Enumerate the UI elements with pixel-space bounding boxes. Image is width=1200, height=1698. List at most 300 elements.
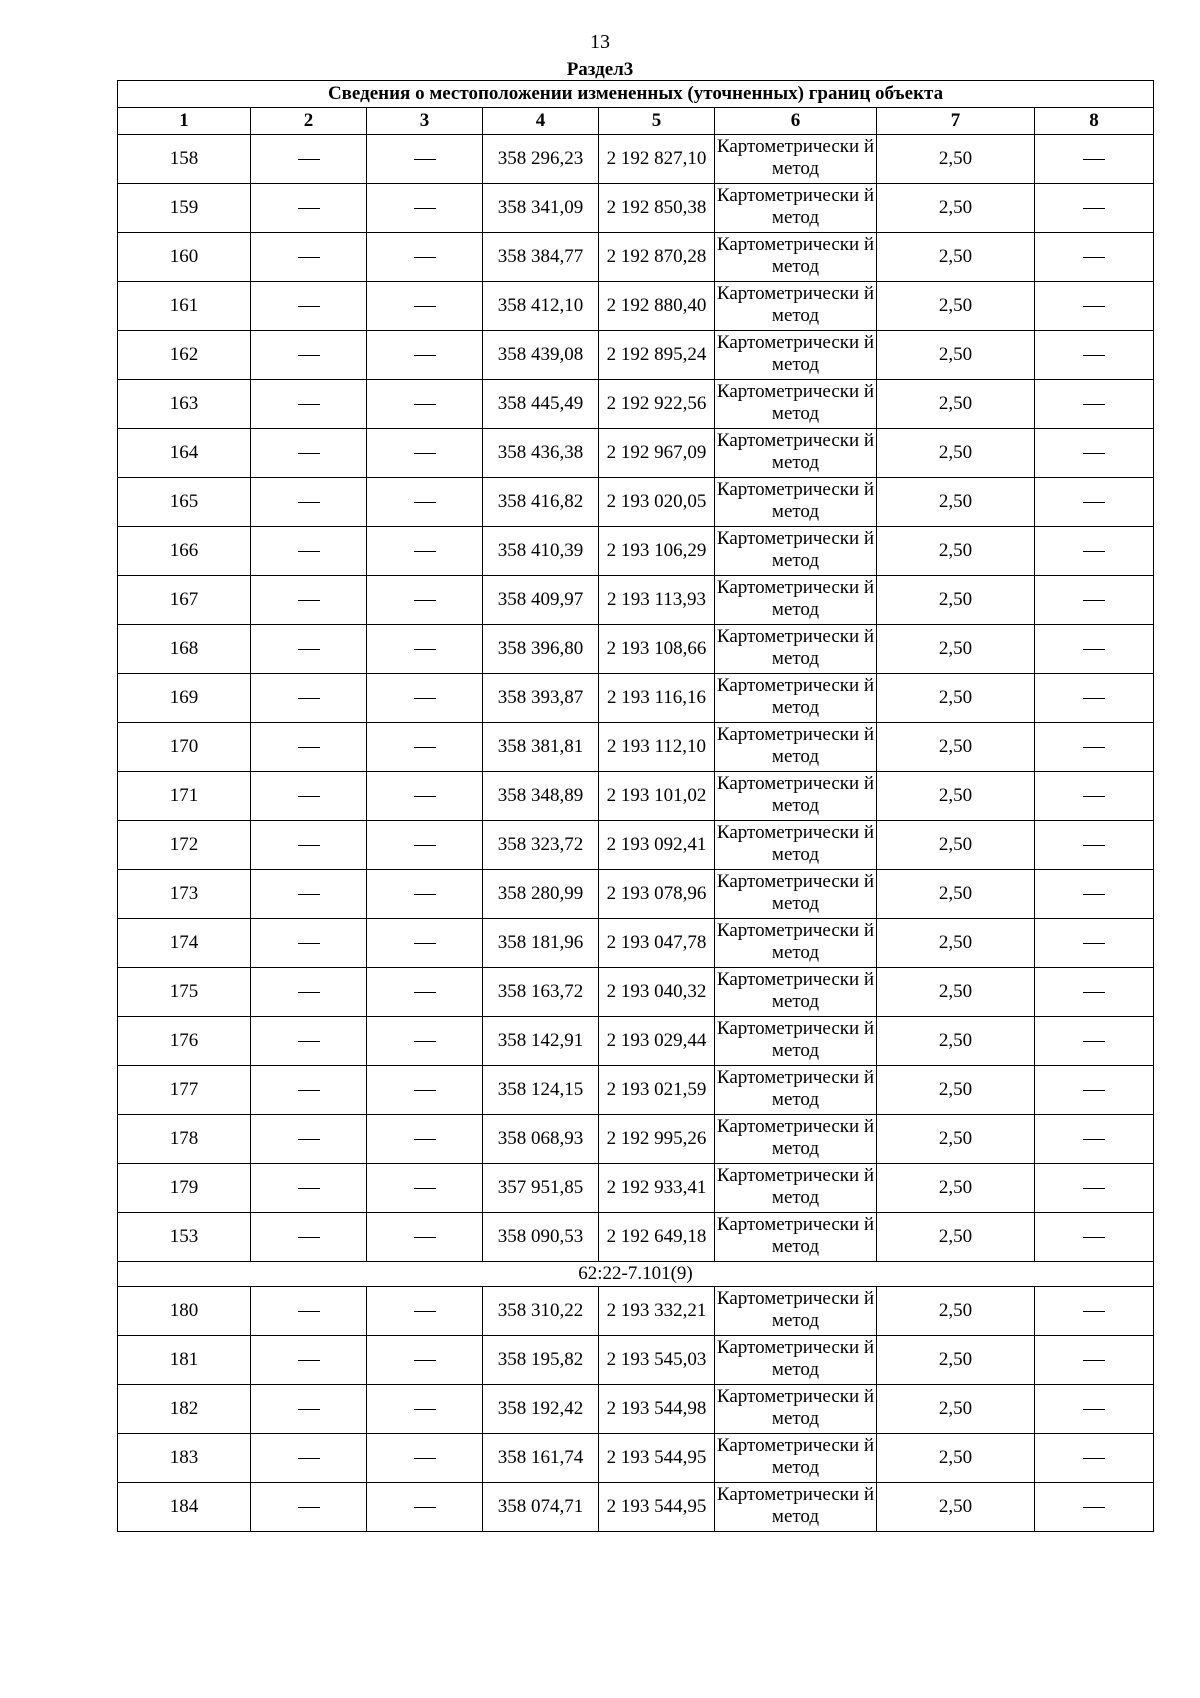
coord-y-cell xyxy=(599,331,715,380)
point-number-cell xyxy=(118,1336,251,1385)
accuracy-cell-text: 2,50 xyxy=(938,1030,973,1051)
coord-x-cell-text: 358 161,74 xyxy=(497,1447,584,1468)
accuracy-cell xyxy=(877,1017,1035,1066)
dash-mark xyxy=(298,355,320,356)
coord-y-cell xyxy=(599,380,715,429)
dash-mark xyxy=(298,257,320,258)
coord-y-cell-text: 2 192 880,40 xyxy=(606,295,707,316)
coord-y-cell-text: 2 193 040,32 xyxy=(606,981,707,1002)
coord-y-cell xyxy=(599,1066,715,1115)
accuracy-cell-text: 2,50 xyxy=(938,1300,973,1321)
point-number-cell xyxy=(118,1434,251,1483)
table-row xyxy=(118,723,1154,772)
table-header-row xyxy=(118,108,1154,135)
accuracy-cell xyxy=(877,282,1035,331)
coord-y-cell-text: 2 192 850,38 xyxy=(606,197,707,218)
coord-x-cell-text: 358 074,71 xyxy=(497,1496,584,1517)
page-number: 13 xyxy=(590,31,610,53)
table-row xyxy=(118,527,1154,576)
coord-y-cell-text: 2 193 544,95 xyxy=(606,1496,707,1517)
empty-cell-col3 xyxy=(367,282,483,331)
empty-cell-col2 xyxy=(251,625,367,674)
empty-cell-col2 xyxy=(251,772,367,821)
point-number-cell-text: 174 xyxy=(169,932,199,953)
dash-mark xyxy=(414,845,436,846)
method-cell-text: Картометрически й метод xyxy=(716,871,875,914)
dash-mark xyxy=(414,355,436,356)
empty-cell-col3 xyxy=(367,135,483,184)
dash-mark xyxy=(414,796,436,797)
coord-y-cell-text: 2 193 545,03 xyxy=(606,1349,707,1370)
coord-x-cell-text: 358 310,22 xyxy=(497,1300,584,1321)
empty-cell-col8 xyxy=(1035,1287,1154,1336)
dash-mark xyxy=(298,159,320,160)
empty-cell-col8 xyxy=(1035,1017,1154,1066)
dash-mark xyxy=(1083,698,1105,699)
method-cell xyxy=(715,429,877,478)
coord-y-cell-text: 2 193 020,05 xyxy=(606,491,707,512)
empty-cell-col8 xyxy=(1035,723,1154,772)
point-number-cell xyxy=(118,1017,251,1066)
dash-mark xyxy=(1083,943,1105,944)
empty-cell-col8 xyxy=(1035,674,1154,723)
coord-x-cell-text: 358 409,97 xyxy=(497,589,584,610)
dash-mark xyxy=(414,698,436,699)
accuracy-cell-text: 2,50 xyxy=(938,638,973,659)
point-number-cell-text: 169 xyxy=(169,687,199,708)
empty-cell-col3 xyxy=(367,772,483,821)
accuracy-cell xyxy=(877,1434,1035,1483)
accuracy-cell xyxy=(877,331,1035,380)
coord-x-cell xyxy=(483,1336,599,1385)
point-number-cell xyxy=(118,821,251,870)
accuracy-cell-text: 2,50 xyxy=(938,393,973,414)
point-number-cell-text: 159 xyxy=(169,197,199,218)
point-number-cell xyxy=(118,1483,251,1532)
accuracy-cell xyxy=(877,1483,1035,1532)
empty-cell-col8 xyxy=(1035,1336,1154,1385)
dash-mark xyxy=(298,1507,320,1508)
empty-cell-col3 xyxy=(367,380,483,429)
dash-mark xyxy=(1083,1139,1105,1140)
empty-cell-col3 xyxy=(367,1483,483,1532)
dash-mark xyxy=(414,1041,436,1042)
dash-mark xyxy=(298,1458,320,1459)
coord-x-cell xyxy=(483,772,599,821)
dash-mark xyxy=(298,894,320,895)
dash-mark xyxy=(1083,1041,1105,1042)
coord-x-cell xyxy=(483,527,599,576)
coordinates-table xyxy=(117,80,1154,1532)
point-number-cell-text: 153 xyxy=(169,1226,199,1247)
empty-cell-col8 xyxy=(1035,1066,1154,1115)
coord-x-cell-text: 358 142,91 xyxy=(497,1030,584,1051)
accuracy-cell-text: 2,50 xyxy=(938,1226,973,1247)
point-number-cell xyxy=(118,870,251,919)
coord-x-cell xyxy=(483,282,599,331)
dash-mark xyxy=(298,208,320,209)
dash-mark xyxy=(414,159,436,160)
table-row xyxy=(118,870,1154,919)
coord-x-cell xyxy=(483,1066,599,1115)
coord-y-cell-text: 2 193 021,59 xyxy=(606,1079,707,1100)
dash-mark xyxy=(298,404,320,405)
empty-cell-col3 xyxy=(367,331,483,380)
table-row xyxy=(118,380,1154,429)
empty-cell-col3 xyxy=(367,1287,483,1336)
empty-cell-col8 xyxy=(1035,1164,1154,1213)
coord-x-cell-text: 358 348,89 xyxy=(497,785,584,806)
dash-mark xyxy=(1083,1507,1105,1508)
coord-y-cell-text: 2 193 113,93 xyxy=(606,589,707,610)
point-number-cell xyxy=(118,380,251,429)
coord-x-cell-text: 358 124,15 xyxy=(497,1079,584,1100)
accuracy-cell xyxy=(877,968,1035,1017)
method-cell xyxy=(715,821,877,870)
point-number-cell-text: 171 xyxy=(169,785,199,806)
dash-mark xyxy=(298,1237,320,1238)
method-cell xyxy=(715,674,877,723)
coord-x-cell xyxy=(483,1287,599,1336)
accuracy-cell-text: 2,50 xyxy=(938,295,973,316)
point-number-cell-text: 179 xyxy=(169,1177,199,1198)
empty-cell-col2 xyxy=(251,331,367,380)
dash-mark xyxy=(414,894,436,895)
coord-y-cell xyxy=(599,870,715,919)
coord-x-cell-text: 357 951,85 xyxy=(497,1177,584,1198)
coord-x-cell-text: 358 412,10 xyxy=(497,295,584,316)
section-title: Раздел3 xyxy=(566,59,634,80)
coord-x-cell-text: 358 163,72 xyxy=(497,981,584,1002)
dash-mark xyxy=(1083,551,1105,552)
coord-y-cell xyxy=(599,1115,715,1164)
column-header-3: 3 xyxy=(367,108,483,135)
accuracy-cell xyxy=(877,527,1035,576)
coord-x-cell-text: 358 416,82 xyxy=(497,491,584,512)
point-number-cell xyxy=(118,1287,251,1336)
empty-cell-col8 xyxy=(1035,429,1154,478)
coord-x-cell-text: 358 181,96 xyxy=(497,932,584,953)
dash-mark xyxy=(298,1311,320,1312)
dash-mark xyxy=(298,1360,320,1361)
table-row xyxy=(118,233,1154,282)
dash-mark xyxy=(414,649,436,650)
dash-mark xyxy=(298,551,320,552)
empty-cell-col2 xyxy=(251,1287,367,1336)
point-number-cell xyxy=(118,576,251,625)
coord-x-cell xyxy=(483,625,599,674)
method-cell-text: Картометрически й метод xyxy=(716,479,875,522)
coord-y-cell-text: 2 193 544,98 xyxy=(606,1398,707,1419)
point-number-cell xyxy=(118,233,251,282)
method-cell xyxy=(715,1483,877,1532)
dash-mark xyxy=(1083,649,1105,650)
dash-mark xyxy=(298,502,320,503)
empty-cell-col3 xyxy=(367,576,483,625)
accuracy-cell xyxy=(877,870,1035,919)
coord-x-cell-text: 358 090,53 xyxy=(497,1226,584,1247)
table-row xyxy=(118,674,1154,723)
accuracy-cell-text: 2,50 xyxy=(938,1128,973,1149)
empty-cell-col8 xyxy=(1035,870,1154,919)
coord-y-cell-text: 2 193 092,41 xyxy=(606,834,707,855)
dash-mark xyxy=(414,257,436,258)
method-cell-text: Картометрически й метод xyxy=(716,1484,875,1527)
empty-cell-col8 xyxy=(1035,1213,1154,1262)
method-cell xyxy=(715,184,877,233)
empty-cell-col2 xyxy=(251,1017,367,1066)
method-cell-text: Картометрически й метод xyxy=(716,381,875,424)
point-number-cell-text: 160 xyxy=(169,246,199,267)
table-row xyxy=(118,1336,1154,1385)
method-cell-text: Картометрически й метод xyxy=(716,1288,875,1331)
empty-cell-col3 xyxy=(367,968,483,1017)
coord-y-cell-text: 2 192 649,18 xyxy=(606,1226,707,1247)
accuracy-cell xyxy=(877,1287,1035,1336)
coord-y-cell-text: 2 193 101,02 xyxy=(606,785,707,806)
dash-mark xyxy=(414,1188,436,1189)
empty-cell-col2 xyxy=(251,1164,367,1213)
coord-x-cell-text: 358 439,08 xyxy=(497,344,584,365)
table-row xyxy=(118,282,1154,331)
dash-mark xyxy=(1083,894,1105,895)
coord-x-cell-text: 358 384,77 xyxy=(497,246,584,267)
coord-y-cell-text: 2 192 870,28 xyxy=(606,246,707,267)
coord-y-cell-text: 2 192 922,56 xyxy=(606,393,707,414)
dash-mark xyxy=(298,1188,320,1189)
empty-cell-col8 xyxy=(1035,527,1154,576)
empty-cell-col2 xyxy=(251,1385,367,1434)
empty-cell-col2 xyxy=(251,380,367,429)
empty-cell-col8 xyxy=(1035,1483,1154,1532)
column-header-1: 1 xyxy=(118,108,251,135)
coord-y-cell xyxy=(599,772,715,821)
coord-x-cell xyxy=(483,1434,599,1483)
point-number-cell xyxy=(118,1385,251,1434)
coord-y-cell xyxy=(599,723,715,772)
coord-x-cell xyxy=(483,870,599,919)
empty-cell-col8 xyxy=(1035,331,1154,380)
coord-x-cell xyxy=(483,821,599,870)
point-number-cell-text: 176 xyxy=(169,1030,199,1051)
table-body xyxy=(118,81,1154,1532)
dash-mark xyxy=(298,845,320,846)
method-cell xyxy=(715,282,877,331)
dash-mark xyxy=(414,1507,436,1508)
coord-x-cell-text: 358 393,87 xyxy=(497,687,584,708)
coord-y-cell xyxy=(599,968,715,1017)
point-number-cell xyxy=(118,1164,251,1213)
empty-cell-col3 xyxy=(367,1066,483,1115)
dash-mark xyxy=(298,698,320,699)
method-cell xyxy=(715,135,877,184)
empty-cell-col3 xyxy=(367,625,483,674)
point-number-cell-text: 177 xyxy=(169,1079,199,1100)
point-number-cell xyxy=(118,184,251,233)
accuracy-cell-text: 2,50 xyxy=(938,344,973,365)
point-number-cell xyxy=(118,968,251,1017)
coord-y-cell xyxy=(599,1213,715,1262)
accuracy-cell xyxy=(877,625,1035,674)
empty-cell-col3 xyxy=(367,233,483,282)
point-number-cell-text: 180 xyxy=(169,1300,199,1321)
empty-cell-col8 xyxy=(1035,380,1154,429)
method-cell xyxy=(715,1017,877,1066)
method-cell-text: Картометрически й метод xyxy=(716,577,875,620)
empty-cell-col3 xyxy=(367,674,483,723)
method-cell xyxy=(715,331,877,380)
dash-mark xyxy=(298,649,320,650)
point-number-cell-text: 167 xyxy=(169,589,199,610)
empty-cell-col2 xyxy=(251,478,367,527)
accuracy-cell-text: 2,50 xyxy=(938,589,973,610)
method-cell-text: Картометрически й метод xyxy=(716,724,875,767)
accuracy-cell-text: 2,50 xyxy=(938,1496,973,1517)
accuracy-cell xyxy=(877,1066,1035,1115)
coord-x-cell xyxy=(483,1115,599,1164)
coord-x-cell xyxy=(483,723,599,772)
coord-x-cell-text: 358 396,80 xyxy=(497,638,584,659)
coord-y-cell-text: 2 193 106,29 xyxy=(606,540,707,561)
dash-mark xyxy=(1083,208,1105,209)
empty-cell-col3 xyxy=(367,478,483,527)
accuracy-cell xyxy=(877,184,1035,233)
empty-cell-col8 xyxy=(1035,919,1154,968)
table-row xyxy=(118,1066,1154,1115)
point-number-cell xyxy=(118,478,251,527)
coord-y-cell-text: 2 193 108,66 xyxy=(606,638,707,659)
empty-cell-col2 xyxy=(251,576,367,625)
coord-x-cell-text: 358 296,23 xyxy=(497,148,584,169)
empty-cell-col2 xyxy=(251,135,367,184)
column-header-2: 2 xyxy=(251,108,367,135)
dash-mark xyxy=(414,1311,436,1312)
accuracy-cell xyxy=(877,429,1035,478)
coord-y-cell xyxy=(599,674,715,723)
method-cell xyxy=(715,233,877,282)
dash-mark xyxy=(414,600,436,601)
empty-cell-col2 xyxy=(251,282,367,331)
accuracy-cell-text: 2,50 xyxy=(938,883,973,904)
point-number-cell-text: 164 xyxy=(169,442,199,463)
empty-cell-col2 xyxy=(251,184,367,233)
empty-cell-col3 xyxy=(367,723,483,772)
coord-y-cell xyxy=(599,1483,715,1532)
method-cell xyxy=(715,527,877,576)
coord-y-cell-text: 2 193 029,44 xyxy=(606,1030,707,1051)
method-cell xyxy=(715,1434,877,1483)
coord-y-cell xyxy=(599,1287,715,1336)
empty-cell-col2 xyxy=(251,723,367,772)
coord-x-cell-text: 358 341,09 xyxy=(497,197,584,218)
table-row xyxy=(118,184,1154,233)
method-cell xyxy=(715,1213,877,1262)
empty-cell-col8 xyxy=(1035,1115,1154,1164)
table-row xyxy=(118,821,1154,870)
empty-cell-col2 xyxy=(251,674,367,723)
dash-mark xyxy=(298,1090,320,1091)
table-row xyxy=(118,135,1154,184)
accuracy-cell-text: 2,50 xyxy=(938,687,973,708)
dash-mark xyxy=(1083,355,1105,356)
point-number-cell-text: 163 xyxy=(169,393,199,414)
coord-x-cell xyxy=(483,674,599,723)
coord-x-cell xyxy=(483,1213,599,1262)
point-number-cell-text: 158 xyxy=(169,148,199,169)
coord-x-cell-text: 358 195,82 xyxy=(497,1349,584,1370)
dash-mark xyxy=(414,747,436,748)
accuracy-cell xyxy=(877,821,1035,870)
empty-cell-col8 xyxy=(1035,772,1154,821)
empty-cell-col3 xyxy=(367,1164,483,1213)
dash-mark xyxy=(1083,747,1105,748)
method-cell-text: Картометрически й метод xyxy=(716,1214,875,1257)
dash-mark xyxy=(414,1458,436,1459)
coord-x-cell-text: 358 445,49 xyxy=(497,393,584,414)
accuracy-cell-text: 2,50 xyxy=(938,1447,973,1468)
empty-cell-col3 xyxy=(367,184,483,233)
point-number-cell xyxy=(118,429,251,478)
coord-y-cell-text: 2 192 995,26 xyxy=(606,1128,707,1149)
dash-mark xyxy=(414,502,436,503)
method-cell xyxy=(715,1115,877,1164)
coord-x-cell-text: 358 410,39 xyxy=(497,540,584,561)
coord-x-cell-text: 358 323,72 xyxy=(497,834,584,855)
empty-cell-col2 xyxy=(251,1213,367,1262)
coord-y-cell-text: 2 193 332,21 xyxy=(606,1300,707,1321)
accuracy-cell-text: 2,50 xyxy=(938,932,973,953)
dash-mark xyxy=(414,1237,436,1238)
point-number-cell xyxy=(118,1066,251,1115)
coord-y-cell xyxy=(599,1336,715,1385)
accuracy-cell-text: 2,50 xyxy=(938,736,973,757)
table-row xyxy=(118,772,1154,821)
dash-mark xyxy=(1083,1409,1105,1410)
method-cell-text: Картометрически й метод xyxy=(716,1386,875,1429)
method-cell-text: Картометрически й метод xyxy=(716,430,875,473)
accuracy-cell xyxy=(877,1115,1035,1164)
coord-y-cell xyxy=(599,233,715,282)
accuracy-cell xyxy=(877,1336,1035,1385)
coord-x-cell xyxy=(483,135,599,184)
accuracy-cell-text: 2,50 xyxy=(938,1079,973,1100)
coord-x-cell xyxy=(483,1164,599,1213)
coord-y-cell-text: 2 193 047,78 xyxy=(606,932,707,953)
group-label: 62:22-7.101(9) xyxy=(118,1262,1154,1287)
method-cell-text: Картометрически й метод xyxy=(716,1435,875,1478)
method-cell-text: Картометрически й метод xyxy=(716,332,875,375)
method-cell-text: Картометрически й метод xyxy=(716,822,875,865)
empty-cell-col3 xyxy=(367,1213,483,1262)
coord-x-cell xyxy=(483,233,599,282)
group-row xyxy=(118,1262,1154,1287)
dash-mark xyxy=(1083,796,1105,797)
accuracy-cell-text: 2,50 xyxy=(938,442,973,463)
method-cell xyxy=(715,1066,877,1115)
coord-x-cell xyxy=(483,478,599,527)
coord-y-cell-text: 2 193 116,16 xyxy=(606,687,707,708)
dash-mark xyxy=(414,1139,436,1140)
point-number-cell-text: 182 xyxy=(169,1398,199,1419)
point-number-cell xyxy=(118,674,251,723)
dash-mark xyxy=(414,1360,436,1361)
accuracy-cell-text: 2,50 xyxy=(938,785,973,806)
point-number-cell-text: 173 xyxy=(169,883,199,904)
point-number-cell xyxy=(118,723,251,772)
empty-cell-col3 xyxy=(367,1336,483,1385)
table-row xyxy=(118,625,1154,674)
dash-mark xyxy=(1083,404,1105,405)
